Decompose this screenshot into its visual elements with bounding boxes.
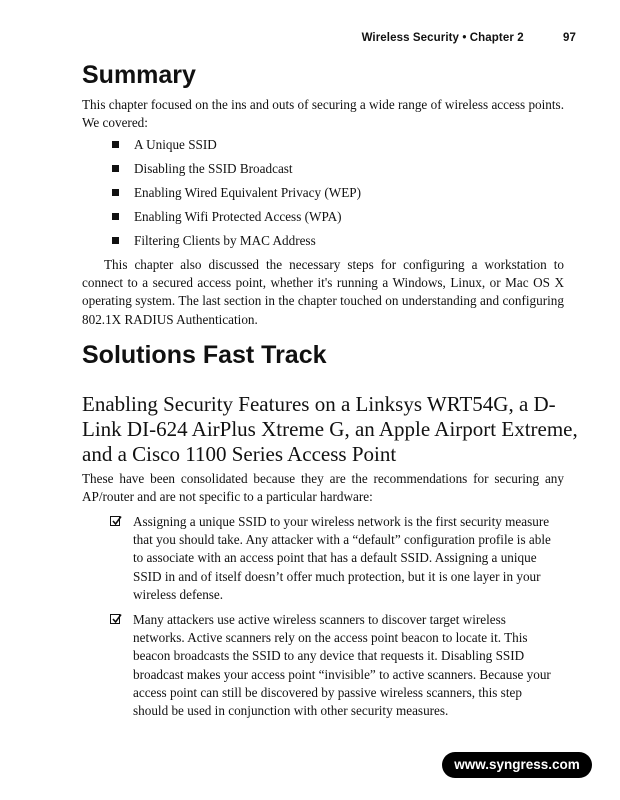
list-item: Disabling the SSID Broadcast	[110, 160, 361, 184]
square-bullet-icon	[112, 213, 119, 220]
list-item: Many attackers use active wireless scanners to discover target wireless networks. Active scanners rely on the access point beacon to locate it. This beacon broadcasts the SSID to any device that requests it. Disabling SSID broadcast makes your access point “invisible” to active scanners. Because your access point can still be discovered by passive wireless scanners, this step should be used in conjunction with other security measures.	[110, 611, 560, 720]
list-item: Filtering Clients by MAC Address	[110, 232, 361, 256]
page-number: 97	[563, 32, 576, 44]
footer-url-badge: www.syngress.com	[442, 752, 592, 778]
checked-box-icon	[110, 516, 120, 526]
list-item: A Unique SSID	[110, 136, 361, 160]
checklist	[110, 513, 560, 720]
list-item: Enabling Wifi Protected Access (WPA)	[110, 208, 361, 232]
square-bullet-icon	[112, 141, 119, 148]
summary-intro: This chapter focused on the ins and outs of securing a wide range of wireless access points. We covered:	[82, 97, 564, 131]
summary-bullet-list	[110, 136, 361, 256]
summary-closing: This chapter also discussed the necessary steps for configuring a workstation to connect to a secured access point, whether it's running a Windows, Linux, or Mac OS X operating system. The last section in the chapter touched on understanding and configuring 802.1X RADIUS Authentication.	[82, 257, 564, 327]
solutions-heading: Solutions Fast Track	[82, 341, 327, 369]
square-bullet-icon	[112, 237, 119, 244]
checked-box-icon	[110, 614, 120, 624]
square-bullet-icon	[112, 165, 119, 172]
solutions-intro: These have been consolidated because they are the recommendations for securing any AP/router and are not specific to a particular hardware:	[82, 471, 564, 505]
list-item: Enabling Wired Equivalent Privacy (WEP)	[110, 184, 361, 208]
list-item: Assigning a unique SSID to your wireless network is the first security measure that you should take. Any attacker with a “default” configuration profile is able to associate with an access point that has a default SSID. Assigning a unique SSID in and of itself doesn’t offer much protection, but it is one layer in your wireless defense.	[110, 513, 560, 604]
running-title: Wireless Security • Chapter 2	[361, 32, 524, 44]
running-header	[0, 32, 576, 44]
square-bullet-icon	[112, 189, 119, 196]
summary-heading: Summary	[82, 61, 196, 89]
solutions-subheading: Enabling Security Features on a Linksys WRT54G, a D-Link DI-624 AirPlus Xtreme G, an Apple Airport Extreme, and a Cisco 1100 Series Access Point	[82, 392, 578, 466]
